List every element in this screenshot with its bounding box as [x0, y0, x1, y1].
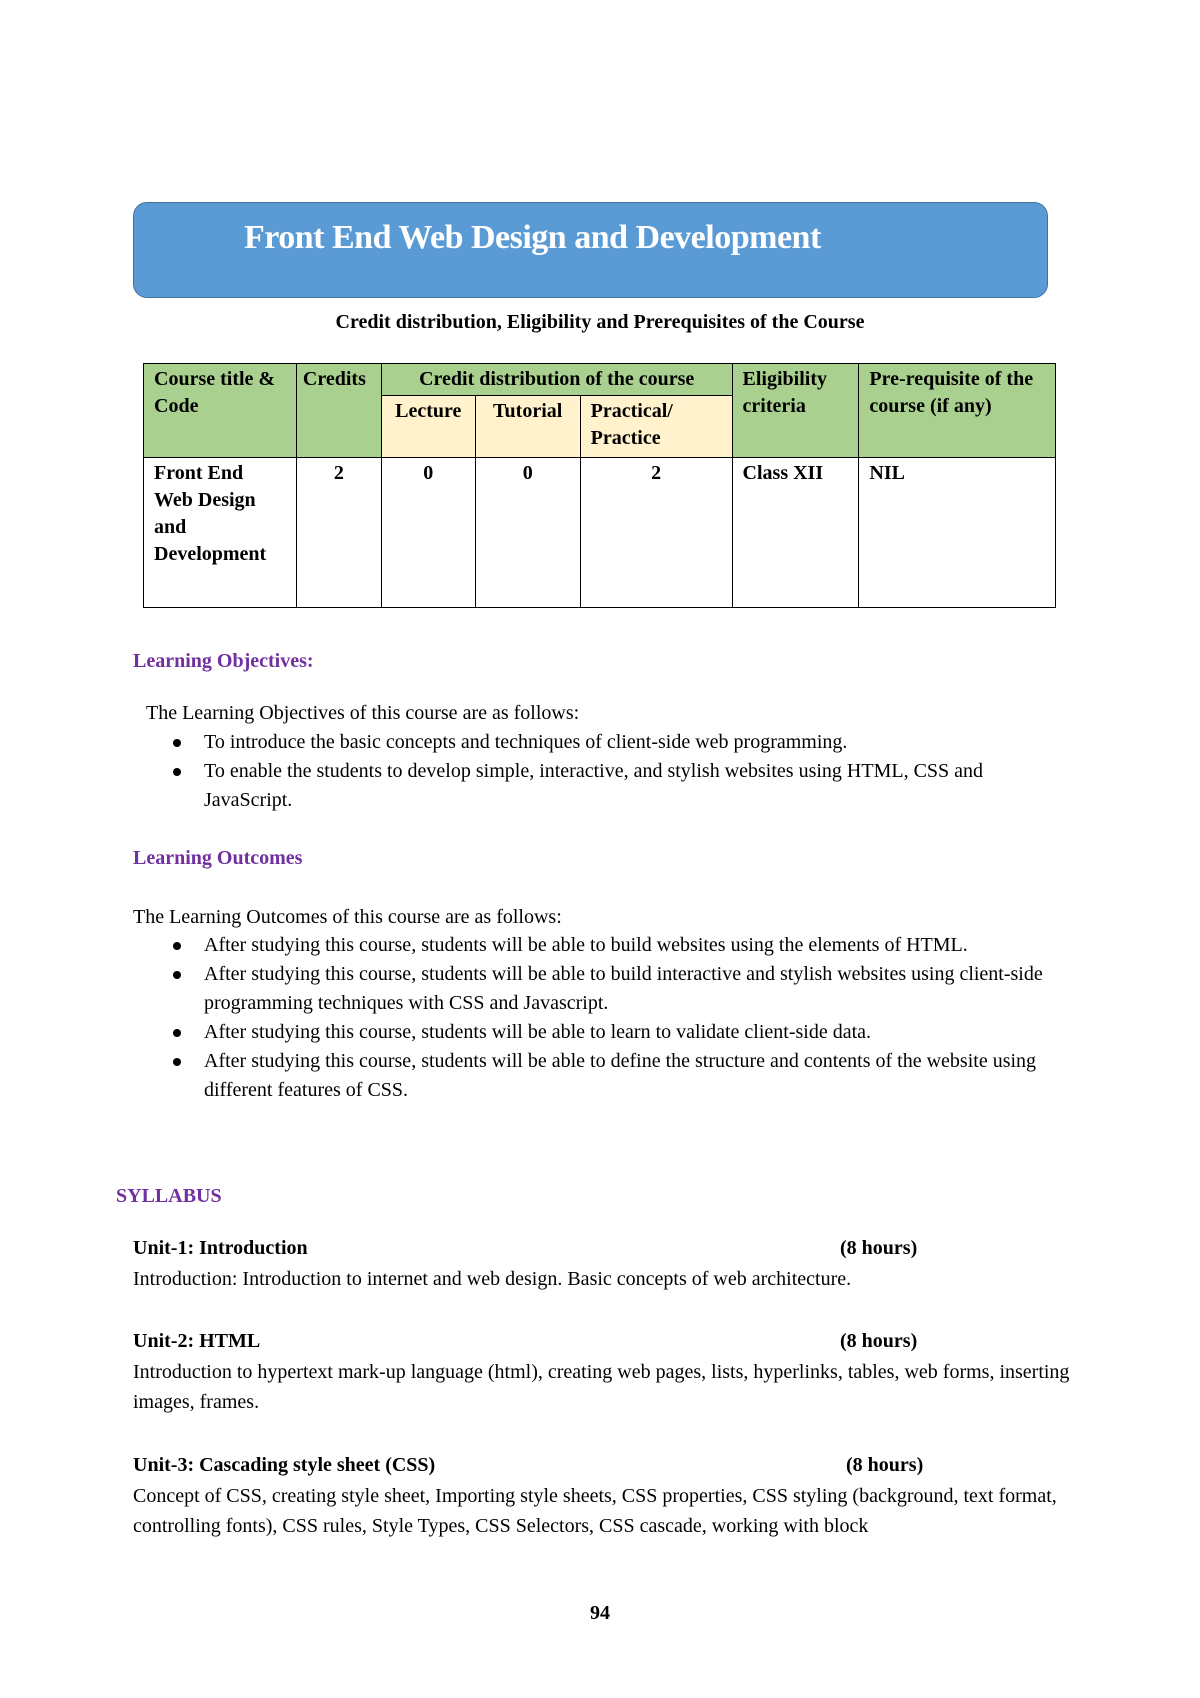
header-course-title: Course title & Code [144, 364, 297, 458]
unit-2-hours: (8 hours) [840, 1330, 918, 1352]
unit-3-hours: (8 hours) [846, 1454, 924, 1476]
unit-2-description: Introduction to hypertext mark-up language (html), creating web pages, lists, hyperlinks, tables, web forms, inserting images, frames. [133, 1361, 1070, 1413]
learning-objectives-intro: The Learning Objectives of this course are as follows: [146, 702, 580, 724]
cell-prerequisite: NIL [859, 458, 1056, 608]
unit-1-hours: (8 hours) [840, 1237, 918, 1259]
list-item: After studying this course, students will be able to define the structure and contents of the website using different features of CSS. [168, 1047, 1073, 1105]
cell-tutorial: 0 [475, 458, 580, 608]
learning-outcomes-heading: Learning Outcomes [133, 847, 303, 869]
header-prerequisite: Pre-requisite of the course (if any) [859, 364, 1056, 458]
unit-3-title: Unit-3: Cascading style sheet (CSS) [133, 1454, 436, 1476]
header-lecture: Lecture [381, 396, 475, 458]
header-tutorial: Tutorial [475, 396, 580, 458]
learning-outcomes-list [168, 931, 1073, 1105]
cell-eligibility: Class XII [732, 458, 859, 608]
cell-course-title: Front End Web Design and Development [144, 458, 297, 608]
bullet-icon [173, 942, 181, 950]
title-banner [133, 202, 1048, 298]
learning-objectives-heading: Learning Objectives: [133, 650, 314, 672]
bullet-icon [173, 768, 181, 776]
header-credit-distribution: Credit distribution of the course [381, 364, 732, 396]
header-practical: Practical/ Practice [580, 396, 732, 458]
page-number: 94 [590, 1602, 610, 1624]
list-item: After studying this course, students will be able to build websites using the elements of HTML. [168, 931, 1073, 960]
list-item: To enable the students to develop simple, interactive, and stylish websites using HTML, CSS and JavaScript. [168, 757, 1048, 815]
bullet-icon [173, 1058, 181, 1066]
unit-2-title: Unit-2: HTML [133, 1330, 261, 1352]
unit-1-description: Introduction: Introduction to internet and web design. Basic concepts of web architecture. [133, 1268, 852, 1290]
learning-objectives-list [168, 728, 1048, 815]
cell-credits: 2 [296, 458, 381, 608]
unit-1-title: Unit-1: Introduction [133, 1237, 308, 1259]
syllabus-heading: SYLLABUS [116, 1185, 222, 1207]
learning-outcomes-intro: The Learning Outcomes of this course are as follows: [133, 906, 562, 928]
course-title: Front End Web Design and Development [244, 219, 821, 256]
bullet-icon [173, 971, 181, 979]
bullet-icon [173, 739, 181, 747]
list-item: After studying this course, students will be able to build interactive and stylish websites using client-side programming techniques with CSS and Javascript. [168, 960, 1073, 1018]
bullet-icon [173, 1029, 181, 1037]
header-eligibility: Eligibility criteria [732, 364, 859, 458]
cell-lecture: 0 [381, 458, 475, 608]
list-item: After studying this course, students will be able to learn to validate client-side data. [168, 1018, 1073, 1047]
cell-practical: 2 [580, 458, 732, 608]
list-item: To introduce the basic concepts and techniques of client-side web programming. [168, 728, 1048, 757]
unit-3-description: Concept of CSS, creating style sheet, Importing style sheets, CSS properties, CSS styling (background, text format, controlling fonts), CSS rules, Style Types, CSS Selectors, CSS cascade, working with block [133, 1485, 1057, 1537]
credit-distribution-table [143, 363, 1056, 608]
table-caption: Credit distribution, Eligibility and Prerequisites of the Course [335, 311, 865, 333]
header-credits: Credits [296, 364, 381, 458]
